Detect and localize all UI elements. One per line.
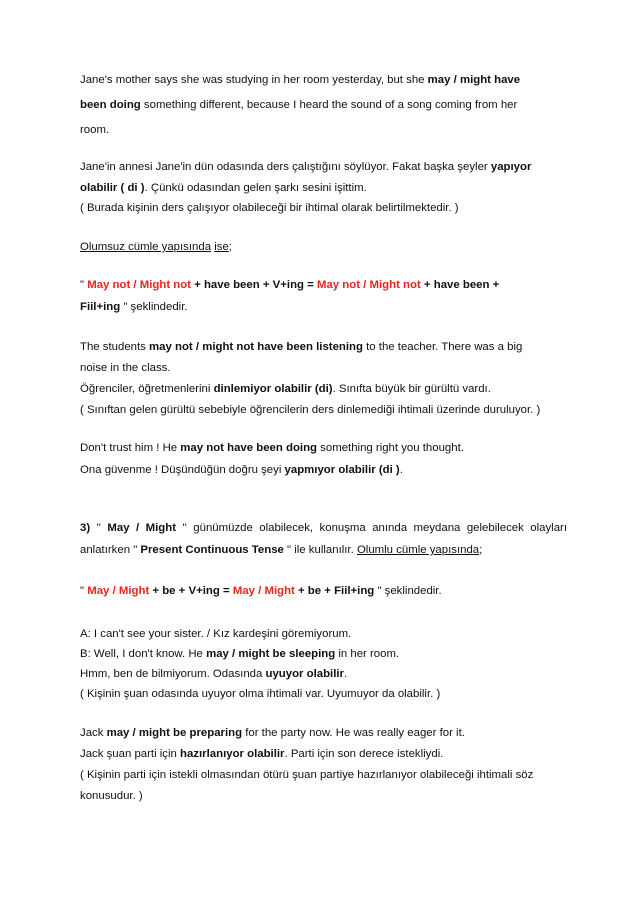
text: Jack şuan parti için	[80, 748, 181, 760]
text: Hmm, ben de bilmiyorum. Odasında	[80, 668, 266, 680]
negative-heading	[80, 240, 232, 254]
ex1-line-4: ( Sınıftan gelen gürültü sebebiyle öğrencilerin ders dinlemediği ihtimali üzerinde duruluyor. )	[80, 404, 541, 416]
text: Jack	[80, 727, 107, 739]
punctuation: ;	[228, 241, 232, 253]
quote: "	[80, 279, 88, 291]
p2-line-3: ( Burada kişinin ders çalışıyor olabileceği bir ihtimal olarak belirtilmektedir. )	[80, 202, 459, 214]
text: Jane'in annesi Jane'in dün odasında ders çalıştığını söylüyor. Fakat başka şeyler	[80, 161, 491, 173]
sec3-line-2	[80, 543, 482, 557]
text: " ile kullanılır.	[283, 544, 357, 556]
text: something different, because I heard the sound of a song coming from her	[140, 99, 518, 111]
formula-text: Fiil+ing	[80, 301, 121, 313]
formula-modal: May not / Might not	[316, 279, 421, 291]
text: Öğrenciler, öğretmenlerini	[80, 383, 214, 395]
ex4-line-4: konusudur. )	[80, 790, 143, 802]
p1-line-2	[80, 98, 517, 112]
highlight: hazırlanıyor olabilir	[180, 748, 285, 760]
ex4-line-2	[80, 747, 443, 761]
modal-phrase: may / might have	[427, 74, 521, 86]
formula-text: + be + Fiil+ing	[294, 585, 375, 597]
formula-modal: May / Might	[87, 585, 150, 597]
sec3-line-1	[80, 521, 567, 535]
quote: ''	[90, 522, 108, 534]
text: something right you thought.	[317, 442, 464, 454]
highlight: yapıyor	[490, 161, 532, 173]
text: Don't trust him ! He	[80, 442, 181, 454]
highlight: yapmıyor olabilir (di )	[284, 464, 400, 476]
ex4-line-3: ( Kişinin parti için istekli olmasından ötürü şuan partiye hazırlanıyor olabileceği ihtimali söz	[80, 769, 534, 781]
highlight: uyuyor olabilir	[265, 668, 344, 680]
text: .	[399, 464, 403, 476]
highlight: Present Continuous Tense	[140, 544, 284, 556]
quote: "	[80, 585, 88, 597]
ex1-line-3	[80, 382, 491, 396]
p2-line-2	[80, 181, 367, 195]
highlight: may not / might not have been listening	[149, 341, 363, 353]
ex3-line-4: ( Kişinin şuan odasında uyuyor olma ihtimali var. Uyumuyor da olabilir. )	[80, 688, 441, 700]
ex2-line-2	[80, 463, 403, 477]
highlight: may / might be preparing	[106, 727, 243, 739]
negative-formula-line-1	[80, 278, 499, 292]
p1-line-1	[80, 73, 520, 87]
punctuation: ;	[479, 544, 483, 556]
formula-text: + be + V+ing =	[149, 585, 233, 597]
heading-text: Olumsuz cümle yapısında	[80, 241, 212, 253]
ex4-line-1	[80, 726, 465, 740]
formula-text: + have been + V+ing =	[190, 279, 317, 291]
text: in her room.	[335, 648, 400, 660]
text: to the teacher. There was a big	[362, 341, 523, 353]
ex3-line-2	[80, 647, 399, 661]
heading-text: Olumlu cümle yapısında	[356, 544, 480, 556]
text: " şeklindedir.	[120, 301, 188, 313]
positive-formula	[80, 584, 442, 598]
modal-phrase: been doing	[80, 99, 141, 111]
text: for the party now. He was really eager for it.	[242, 727, 465, 739]
negative-formula-line-2	[80, 300, 188, 314]
text: Ona güvenme ! Düşündüğün doğru şeyi	[80, 464, 285, 476]
text: . Sınıfta büyük bir gürültü vardı.	[332, 383, 491, 395]
highlight: dinlemiyor olabilir (di)	[213, 383, 333, 395]
text: . Parti için son derece istekliydi.	[284, 748, 444, 760]
p1-line-3: room.	[80, 124, 110, 136]
highlight: May / Might	[107, 522, 177, 534]
formula-modal: May not / Might not	[87, 279, 191, 291]
ex2-line-1	[80, 441, 464, 455]
text: B: Well, I don't know. He	[80, 648, 207, 660]
text: " şeklindedir.	[374, 585, 442, 597]
formula-text: + have been +	[420, 279, 500, 291]
ex3-line-1: A: I can't see your sister. / Kız kardeşini göremiyorum.	[80, 628, 352, 640]
text: . Çünkü odasından gelen şarkı sesini işittim.	[144, 182, 367, 194]
heading-text: ise	[214, 241, 229, 253]
highlight: may not have been doing	[180, 442, 318, 454]
ex1-line-2: noise in the class.	[80, 362, 171, 374]
formula-modal: May / Might	[232, 585, 295, 597]
highlight: olabilir ( di )	[80, 182, 145, 194]
text: anlatırken "	[80, 544, 141, 556]
text: The students	[80, 341, 150, 353]
highlight: may / might be sleeping	[206, 648, 336, 660]
ex3-line-3	[80, 667, 347, 681]
ex1-line-1	[80, 340, 522, 354]
text: .	[343, 668, 348, 680]
p2-line-1	[80, 160, 531, 174]
text: Jane's mother says she was studying in her room yesterday, but she	[80, 74, 428, 86]
section-number: 3)	[80, 522, 91, 534]
text: '' günümüzde olabilecek, konuşma anında meydana gelebilecek olayları	[176, 522, 567, 534]
